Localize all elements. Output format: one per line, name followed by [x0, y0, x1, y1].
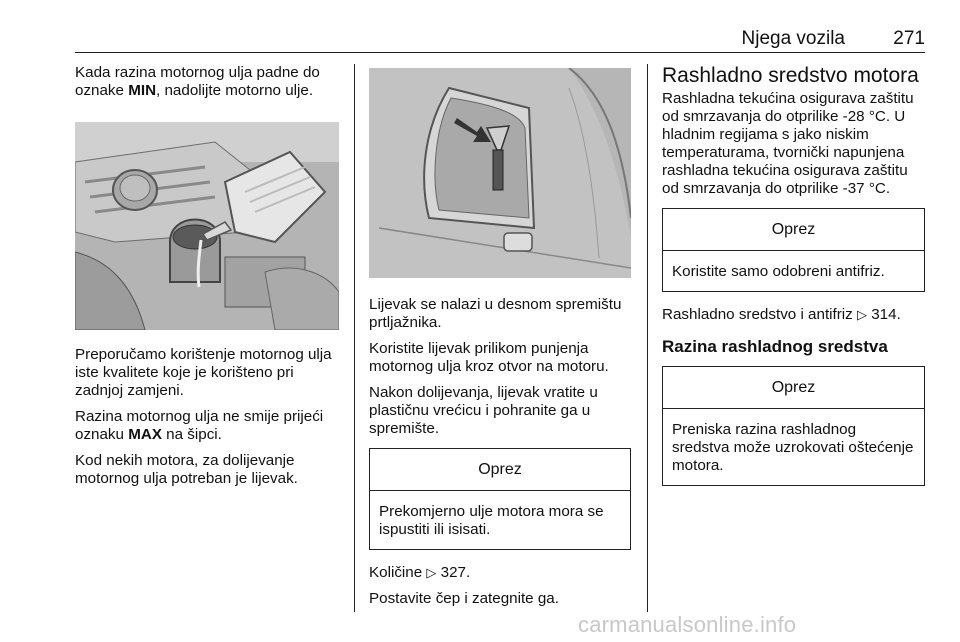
caution-title: Oprez: [663, 209, 924, 251]
column-divider: [354, 64, 355, 612]
watermark: carmanualsonline.info: [578, 612, 797, 637]
paragraph: Koristite lijevak prilikom punjenja motornog ulja kroz otvor na motoru.: [369, 340, 609, 375]
caution-box: [369, 448, 631, 550]
caution-title: Oprez: [663, 367, 924, 409]
paragraph: Kod nekih motora, za dolijevanje motornog ulja potreban je lijevak.: [75, 452, 298, 487]
paragraph: Količine ▷ 327.: [369, 564, 471, 581]
paragraph: Kada razina motornog ulja padne do oznake MIN, nadolijte motorno ulje.: [75, 64, 320, 99]
engine-oil-fill-illustration: [75, 122, 339, 330]
caution-box: [662, 208, 925, 292]
caution-text: Preniska razina rashladnog sredstva može uzrokovati oštećenje motora.: [672, 421, 914, 474]
caution-box: [662, 366, 925, 486]
paragraph: Lijevak se nalazi u desnom spremištu prtljažnika.: [369, 296, 622, 331]
caution-text: Koristite samo odobreni antifriz.: [672, 263, 885, 280]
trunk-funnel-storage-illustration: [369, 68, 631, 278]
section-title: Njega vozila: [741, 28, 845, 49]
page-reference-link[interactable]: 327.: [440, 564, 471, 581]
page-reference-icon: ▷: [426, 565, 437, 580]
paragraph: Razina motornog ulja ne smije prijeći oznaku MAX na šipci.: [75, 408, 324, 443]
column-divider: [647, 64, 648, 612]
column-3: [662, 64, 925, 500]
paragraph: Preporučamo korištenje motornog ulja iste kvalitete koje je korišteno pri zadnjoj zamjeni.: [75, 346, 332, 399]
column-2: [369, 64, 631, 616]
paragraph: Rashladna tekućina osigurava zaštitu od smrzavanja do otprilike -28 °C. U hladnim regijama s jako niskim temperaturama, tvornički napunjena rashladna tekućina osigurava zaštitu od smrzavanja do otprilike -37 °C.: [662, 90, 914, 197]
section-heading: Rashladno sredstvo motora: [662, 64, 919, 87]
paragraph: Nakon dolijevanja, lijevak vratite u plastičnu vrećicu i pohranite ga u spremište.: [369, 384, 598, 437]
column-1: [75, 64, 345, 496]
paragraph: Postavite čep i zategnite ga.: [369, 590, 559, 607]
page-header: [75, 28, 925, 53]
subsection-heading: Razina rashladnog sredstva: [662, 337, 888, 356]
caution-text: Prekomjerno ulje motora mora se ispustiti ili isisati.: [379, 503, 604, 538]
page-reference-link[interactable]: 314.: [871, 306, 901, 323]
paragraph: Rashladno sredstvo i antifriz ▷ 314.: [662, 306, 901, 323]
caution-title: Oprez: [370, 449, 630, 491]
page-number: 271: [893, 28, 925, 49]
page-reference-icon: ▷: [857, 307, 867, 322]
